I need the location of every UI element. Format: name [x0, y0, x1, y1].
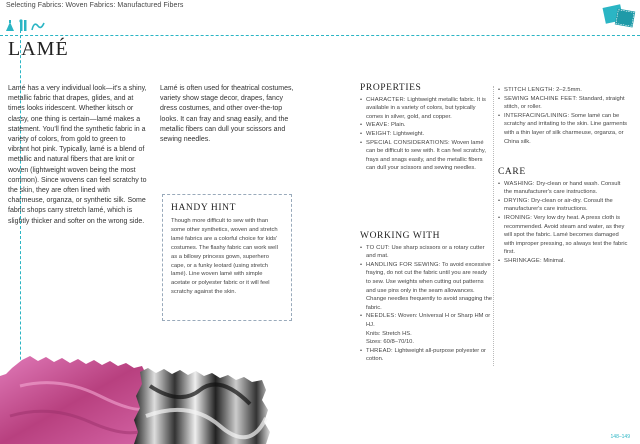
properties-title: PROPERTIES: [360, 83, 422, 93]
list-item: • CHARACTER: Lightweight metallic fabric. It is available in a variety of colors, but typically comes in silver, gold, and copper.: [360, 96, 492, 122]
working-with-section: [360, 232, 492, 364]
fabric-swatch-corner-icon: [598, 2, 638, 32]
handy-hint-text: Though more difficult to sew with than some other synthetics, woven and stretch lamé fabrics are a colorful choice for kids' costumes. The flashy fabric can work well as a billowy princess gown, superhero cape, or a funky leotard (using stretch lamé). Line woven lamé with simple acetate or polyester fabric or it will feel scratchy against the skin.: [171, 218, 278, 296]
working-with-continued: [498, 86, 630, 146]
list-item: • WEAVE: Plain.: [360, 121, 492, 130]
list-item: • HANDLING FOR SEWING: To avoid excessive fraying, do not cut the fabric until you are ready to sew. Use weights when cutting out patterns and use pins only in the seam allowances. Change needles frequently to avoid snagging the fabric.: [360, 261, 492, 313]
properties-section: [360, 84, 492, 173]
list-item: • WEIGHT: Lightweight.: [360, 130, 492, 139]
list-item: • THREAD: Lightweight all-purpose polyester or cotton.: [360, 347, 492, 364]
list-item: • WASHING: Dry-clean or hand wash. Consult the manufacturer's care instructions.: [498, 180, 630, 197]
sewing-tools-icon: [0, 18, 70, 34]
list-item: • IRONING: Very low dry heat. A press cloth is recommended. Avoid steam and water, as they will spot the fabric. Lamé becomes damaged with improper pressing, so always test the fabric first.: [498, 214, 630, 257]
intro-paragraph-1: Lamé has a very individual look—it's a shiny, metallic fabric that drapes, glides, and at times looks iridescent. Whether kitsch or classy, one thing is certain—lamé makes a statement. You'll find the synthetic fabric in a variety of colors, from gold to green to vibrant hot pink. Typically, lamé is a blend of metallic and natural fibers that are knit or woven (lightweight woven being the most common). Since wovens can feel scratchy to the skin, they are often lined with charmeuse, organza, or synthetic silk. Some fabric shops carry stretch lamé, which is slightly thicker and softer on the wrong side.: [8, 85, 147, 225]
care-title: CARE: [498, 167, 526, 177]
list-item: • SHRINKAGE: Minimal.: [498, 257, 630, 266]
list-item: Sizes: 60/8–70/10.: [366, 339, 415, 346]
breadcrumb: Selecting Fabrics: Woven Fabrics: Manufactured Fibers: [6, 2, 184, 9]
working-with-title: WORKING WITH: [360, 231, 441, 241]
care-section: [498, 168, 630, 266]
list-item: • SPECIAL CONSIDERATIONS: Woven lamé can be difficult to sew with. It can feel scratchy, frays and snags easily, and the metallic fibers can dull your scissors and sewing needles.: [360, 139, 492, 173]
intro-paragraph-2: Lamé is often used for theatrical costumes, variety show stage decor, drapes, fancy dress costumes, and other over-the-top looks. It can fray and snag easily, and the metallic fibers can dull your scissors and sewing needles.: [160, 85, 294, 144]
list-item: • NEEDLES: Woven: Universal H or Sharp HM or HJ.: [360, 312, 492, 329]
column-divider: [493, 86, 494, 366]
list-item: • INTERFACING/LINING: Some lamé can be scratchy and irritating to the skin. Line garments with a thin layer of silk charmeuse, organza, or China silk.: [498, 112, 630, 146]
list-item: • SEWING MACHINE FEET: Standard, straight stitch, or roller.: [498, 95, 630, 112]
header-divider: [0, 35, 640, 36]
fabric-swatches-image: [0, 356, 270, 444]
list-item: Knits: Stretch HS.: [366, 330, 412, 337]
handy-hint-box: [162, 194, 292, 321]
handy-hint-title: HANDY HINT: [171, 203, 237, 213]
page-title: LAMÉ: [8, 38, 69, 60]
list-item: • STITCH LENGTH: 2–2.5mm.: [498, 86, 630, 95]
list-item: • TO CUT: Use sharp scissors or a rotary cutter and mat.: [360, 244, 492, 261]
list-item: • DRYING: Dry-clean or air-dry. Consult the manufacturer's care instructions.: [498, 197, 630, 214]
page-number: 148–149: [610, 434, 630, 440]
